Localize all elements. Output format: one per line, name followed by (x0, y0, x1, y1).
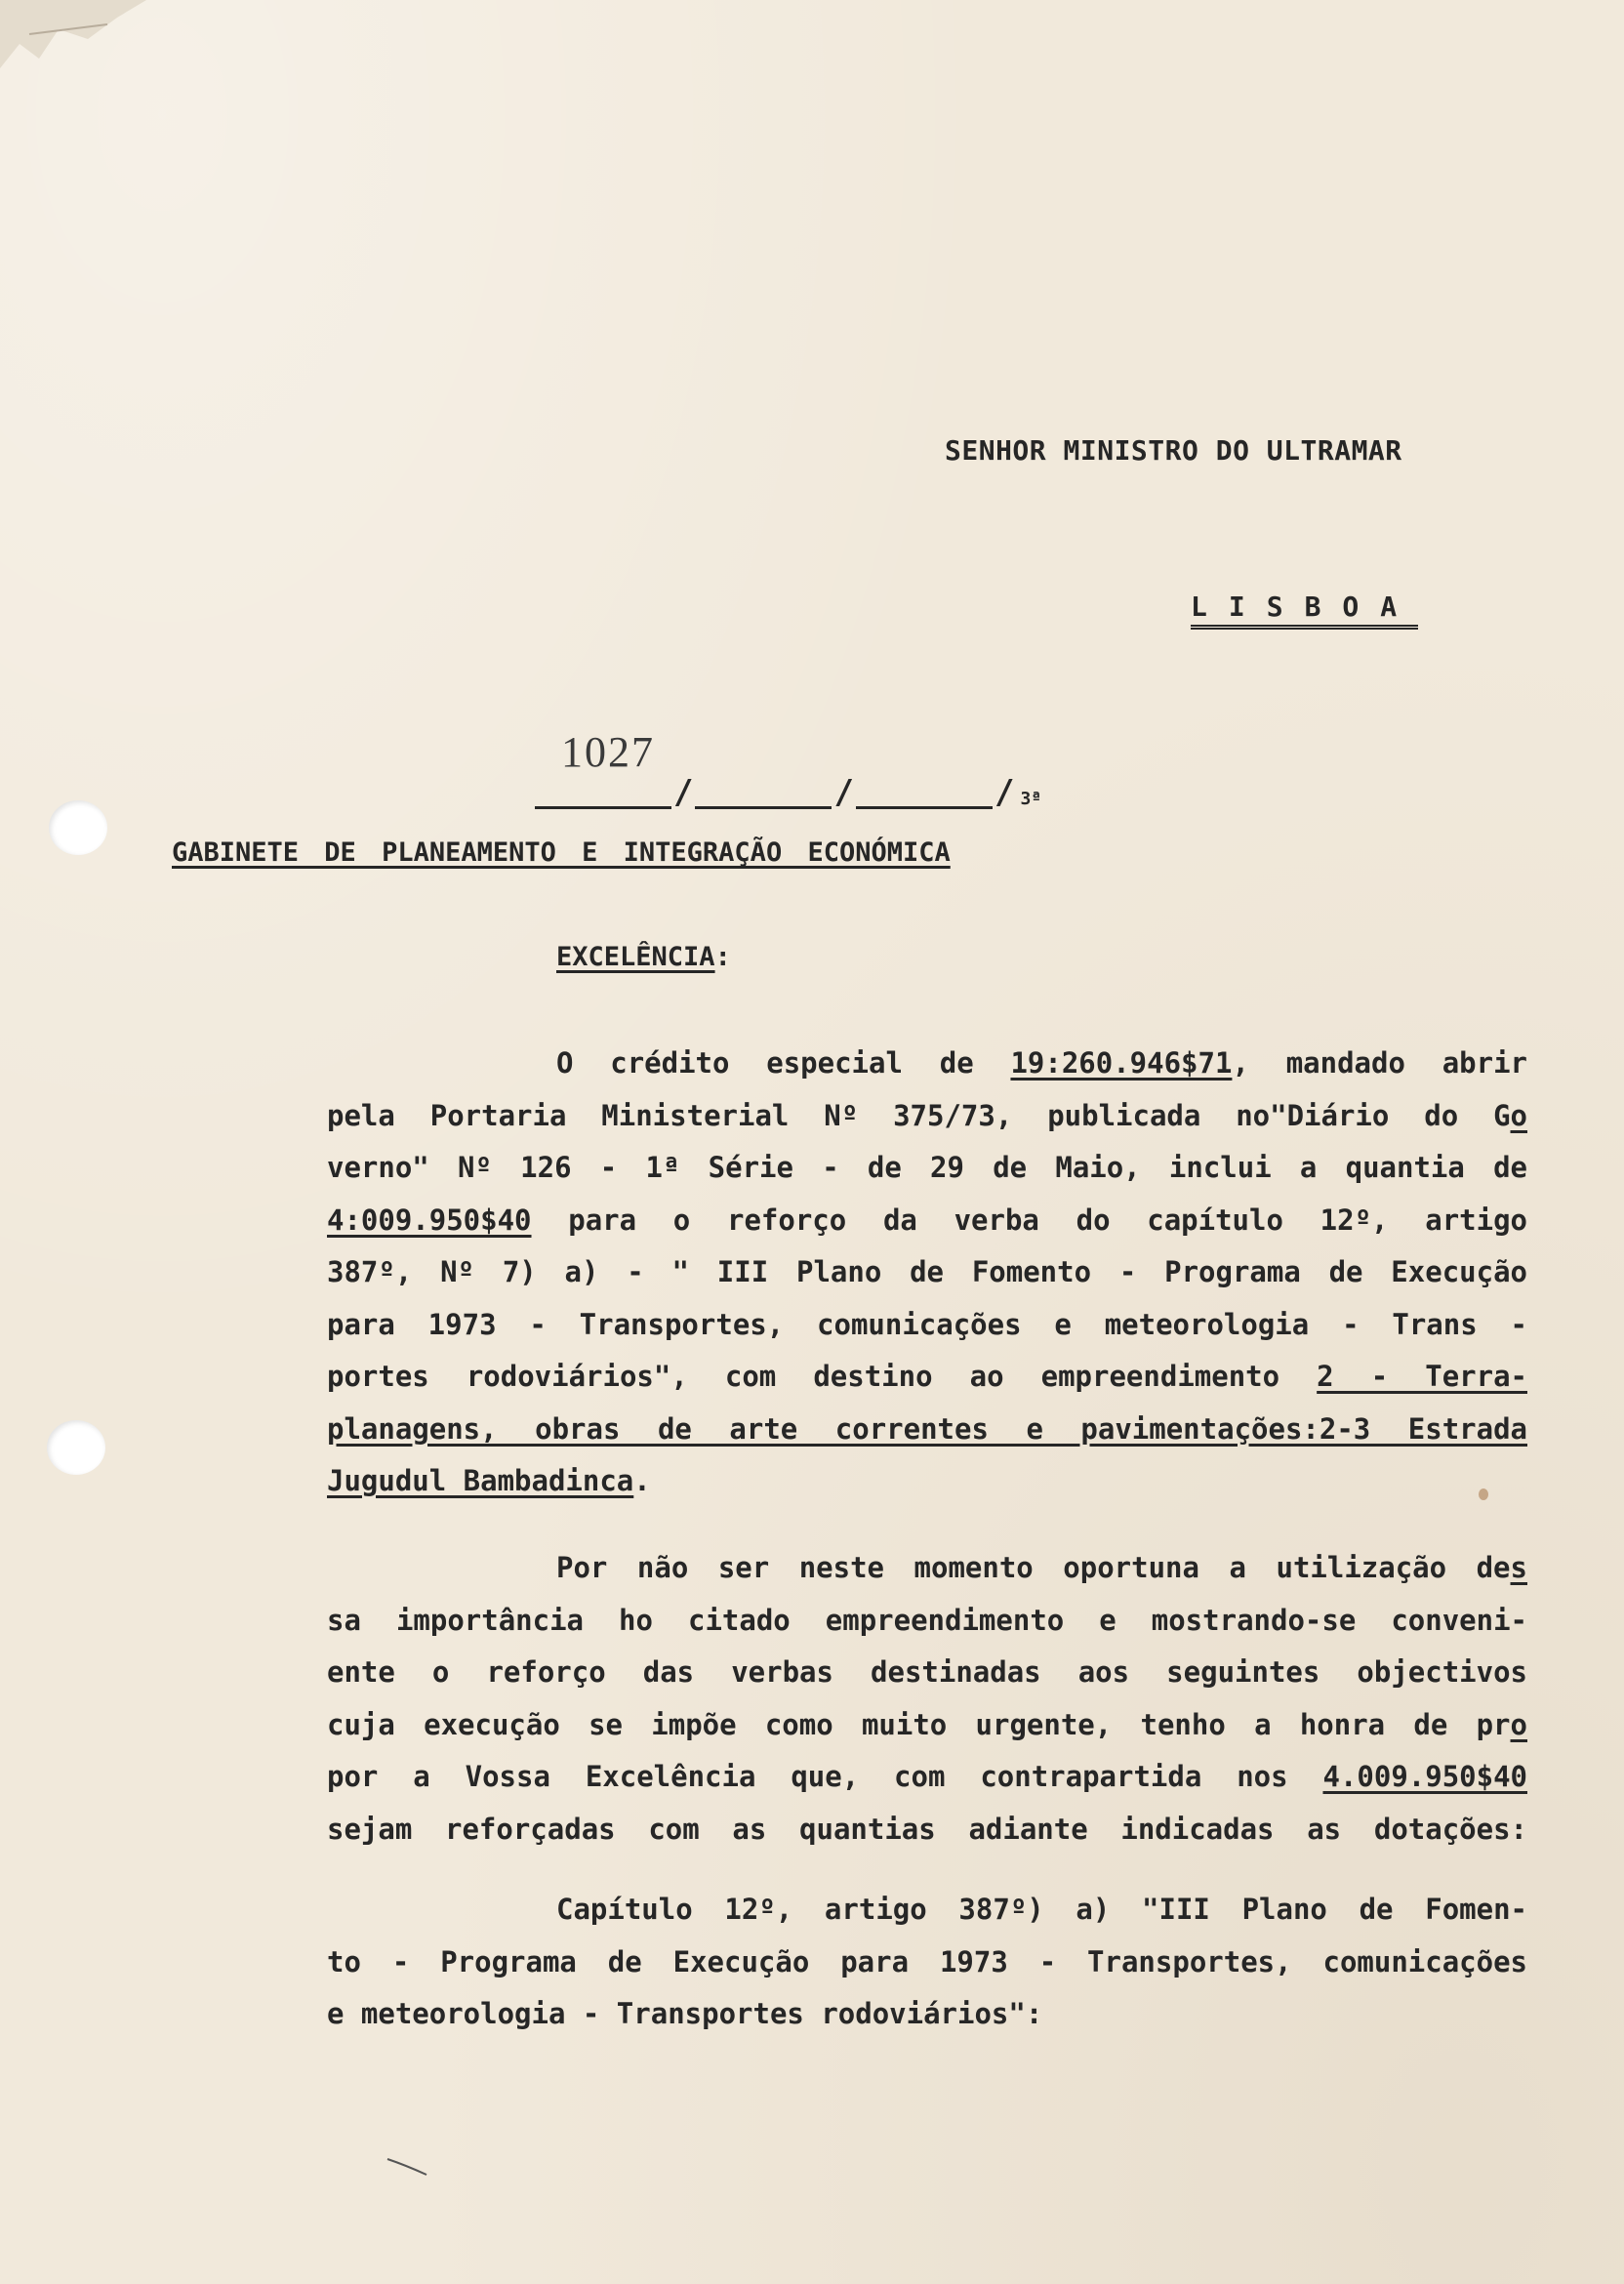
text-line: 4:009.950$40 para o reforço da verba do capítulo 12º, artigo (327, 1203, 1527, 1237)
text-line: 387º, Nº 7) a) - " III Plano de Fomento - Programa de Execução (327, 1255, 1527, 1288)
pencil-mark (386, 2157, 429, 2177)
text-line: pela Portaria Ministerial Nº 375/73, publicada no"Diário do Go (327, 1098, 1527, 1132)
addressee: SENHOR MINISTRO DO ULTRAMAR (945, 434, 1402, 467)
punch-hole-top (49, 800, 107, 855)
text-line: Capítulo 12º, artigo 387º) a) "III Plano de Fomen- (556, 1893, 1527, 1926)
text-line: por a Vossa Excelência que, com contrapartida nos 4.009.950$40 (327, 1760, 1527, 1793)
text-line: to - Programa de Execução para 1973 - Transportes, comunicações (327, 1944, 1527, 1978)
city: LISBOA (1191, 591, 1418, 630)
text-line: O crédito especial de 19:260.946$71, mandado abrir (556, 1046, 1527, 1080)
text-line: portes rodoviários", com destino ao empreendimento 2 - Terra- (327, 1360, 1527, 1393)
text-line: verno" Nº 126 - 1ª Série - de 29 de Maio, inclui a quantia de (327, 1151, 1527, 1184)
text-line: para 1973 - Transportes, comunicações e meteorologia - Trans - (327, 1307, 1527, 1341)
text-line: sa importância ho citado empreendimento e mostrando-se conveni- (327, 1603, 1527, 1637)
paragraph-credit (327, 1038, 1527, 1508)
reference-number: 1027 (561, 728, 655, 776)
salutation: EXCELÊNCIA: (556, 942, 731, 972)
amount-counterpart: 4.009.950$40 (1322, 1760, 1527, 1793)
reference-blank-2 (695, 787, 832, 809)
text-line: sejam reforçadas com as quantias adiante indicadas as dotações: (327, 1812, 1527, 1846)
department-heading: GABINETE DE PLANEAMENTO E INTEGRAÇÃO ECONÓMICA (172, 837, 951, 868)
torn-corner (0, 0, 146, 68)
text-line: planagens, obras de arte correntes e pavimentações:2-3 Estrada (327, 1411, 1527, 1446)
amount-credit: 19:260.946$71 (1010, 1046, 1233, 1080)
paragraph-proposal (327, 1542, 1527, 1856)
text-line: Jugudul Bambadinca. (327, 1464, 651, 1497)
punch-hole-bottom (47, 1420, 105, 1475)
amount-reinforcement: 4:009.950$40 (327, 1203, 532, 1237)
paragraph-chapter (327, 1884, 1527, 2041)
text-line: cuja execução se impõe como muito urgente, tenho a honra de pro (327, 1707, 1527, 1741)
text-line: ente o reforço das verbas destinadas aos seguintes objectivos (327, 1655, 1527, 1689)
reference-blank-1 (535, 787, 671, 809)
reference-line: / / / 3ª (535, 776, 1041, 809)
text-line: e meteorologia - Transportes rodoviários": (327, 1997, 1043, 2030)
reference-series: 3ª (1020, 789, 1042, 809)
reference-blank-3 (856, 787, 993, 809)
ink-stain (1479, 1489, 1488, 1500)
text-line: Por não ser neste momento oportuna a utilização des (556, 1551, 1527, 1584)
